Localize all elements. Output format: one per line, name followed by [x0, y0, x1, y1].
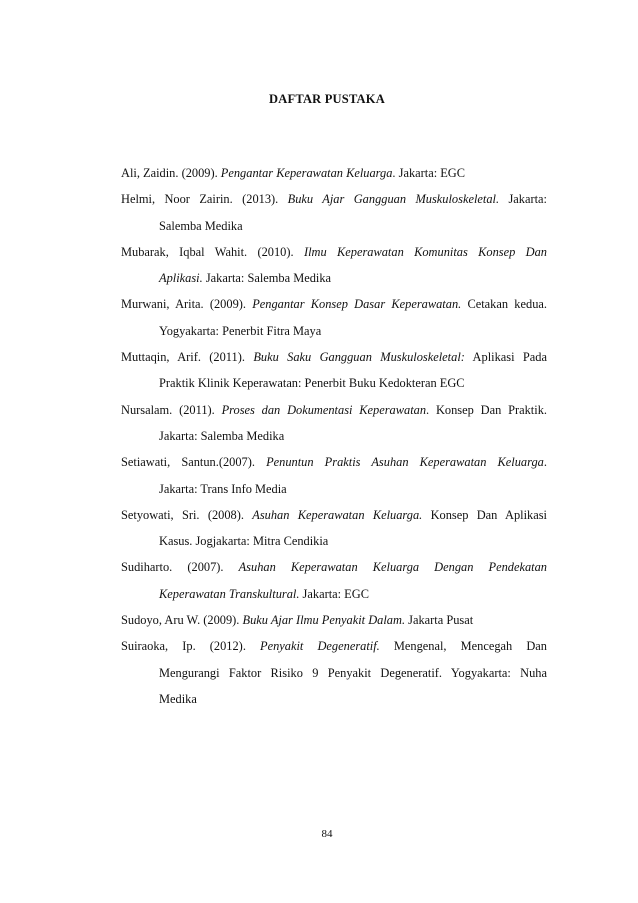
page-number: 84 [321, 828, 333, 840]
reference-entry [121, 344, 547, 397]
reference-line [121, 502, 547, 528]
reference-line [121, 607, 547, 633]
reference-entry [121, 449, 547, 502]
reference-publisher: Mengurangi Faktor Risiko 9 Penyakit Degeneratif. Yogyakarta: Nuha [159, 665, 547, 680]
reference-entry [121, 554, 547, 607]
reference-line [121, 397, 547, 423]
reference-publisher: Salemba Medika [159, 218, 243, 233]
reference-title: Aplikasi. [159, 271, 203, 286]
reference-publisher: Cetakan kedua. [461, 297, 547, 312]
reference-author-year: Sudiharto. (2007). [121, 560, 239, 575]
reference-title: Asuhan Keperawatan Keluarga Dengan Pendekatan [238, 560, 547, 575]
reference-entry [121, 239, 547, 292]
reference-title: Buku Saku Gangguan Muskuloskeletal: [253, 350, 465, 365]
reference-title: Asuhan Keperawatan Keluarga. [252, 507, 423, 522]
reference-title: Penyakit Degeneratif. [260, 639, 380, 654]
reference-list [121, 160, 547, 712]
reference-publisher: Jakarta: [499, 192, 547, 207]
reference-entry [121, 291, 547, 344]
reference-continuation [121, 318, 547, 344]
reference-author-year: Ali, Zaidin. (2009). [121, 166, 221, 180]
reference-continuation [121, 476, 547, 502]
reference-publisher: Medika [159, 691, 197, 706]
reference-publisher: Jakarta: EGC [299, 586, 369, 601]
reference-title: Proses dan Dokumentasi Keperawatan [221, 402, 427, 417]
reference-continuation [121, 370, 547, 396]
reference-publisher: Jakarta: Trans Info Media [159, 481, 287, 496]
reference-publisher: Kasus. Jogjakarta: Mitra Cendikia [159, 534, 329, 549]
reference-entry [121, 607, 547, 633]
reference-title: Keperawatan Transkultural. [159, 586, 300, 601]
reference-line [121, 633, 547, 659]
reference-author-year: Setyowati, Sri. (2008). [121, 507, 253, 522]
page-title: DAFTAR PUSTAKA [269, 92, 385, 106]
reference-author-year: Helmi, Noor Zairin. (2013). [121, 192, 288, 207]
reference-publisher: Yogyakarta: Penerbit Fitra Maya [159, 323, 322, 338]
reference-title: Ilmu Keperawatan Komunitas Konsep Dan [303, 244, 547, 259]
reference-line [121, 554, 547, 580]
reference-continuation [121, 213, 547, 239]
reference-entry [121, 186, 547, 239]
reference-entry [121, 397, 547, 450]
reference-continuation [121, 581, 547, 607]
reference-author-year: Murwani, Arita. (2009). [121, 297, 253, 312]
reference-line [121, 160, 547, 186]
reference-publisher: Aplikasi Pada [464, 350, 547, 365]
reference-publisher: Jakarta: Salemba Medika [202, 271, 332, 286]
reference-title: Pengantar Konsep Dasar Keperawatan. [252, 297, 462, 312]
reference-title: Buku Ajar Gangguan Muskuloskeletal. [287, 192, 500, 207]
reference-continuation [121, 265, 547, 291]
reference-line [121, 239, 547, 265]
reference-line [121, 344, 547, 370]
reference-title: Buku Ajar Ilmu Penyakit Dalam. [242, 613, 406, 628]
reference-publisher: Mengenal, Mencegah Dan [379, 639, 547, 654]
reference-line [121, 449, 547, 475]
reference-publisher: Konsep Dan Aplikasi [422, 507, 547, 522]
reference-continuation [121, 686, 547, 712]
reference-publisher: Jakarta: Salemba Medika [159, 428, 285, 443]
reference-author-year: Suiraoka, Ip. (2012). [121, 639, 261, 654]
reference-entry [121, 502, 547, 555]
reference-entry [121, 633, 547, 712]
reference-author-year: Mubarak, Iqbal Wahit. (2010). [121, 244, 304, 259]
reference-author-year: Nursalam. (2011). [121, 402, 222, 417]
reference-author-year: Sudoyo, Aru W. (2009). [121, 613, 243, 628]
reference-publisher: . Jakarta: EGC [392, 166, 466, 180]
reference-publisher: Praktik Klinik Keperawatan: Penerbit Buku Kedokteran EGC [159, 376, 465, 391]
reference-continuation [121, 528, 547, 554]
reference-title: Penuntun Praktis Asuhan Keperawatan Keluarga [266, 455, 544, 470]
reference-line [121, 186, 547, 212]
reference-author-year: Setiawati, Santun.(2007). [121, 455, 267, 470]
reference-author-year: Muttaqin, Arif. (2011). [121, 350, 254, 365]
reference-continuation [121, 660, 547, 686]
reference-entry [121, 160, 547, 186]
reference-continuation [121, 423, 547, 449]
reference-title: Pengantar Keperawatan Keluarga [220, 166, 393, 180]
reference-publisher: . [543, 455, 547, 470]
reference-publisher: . Konsep Dan Praktik. [426, 402, 547, 417]
reference-line [121, 291, 547, 317]
reference-publisher: Jakarta Pusat [405, 613, 474, 628]
